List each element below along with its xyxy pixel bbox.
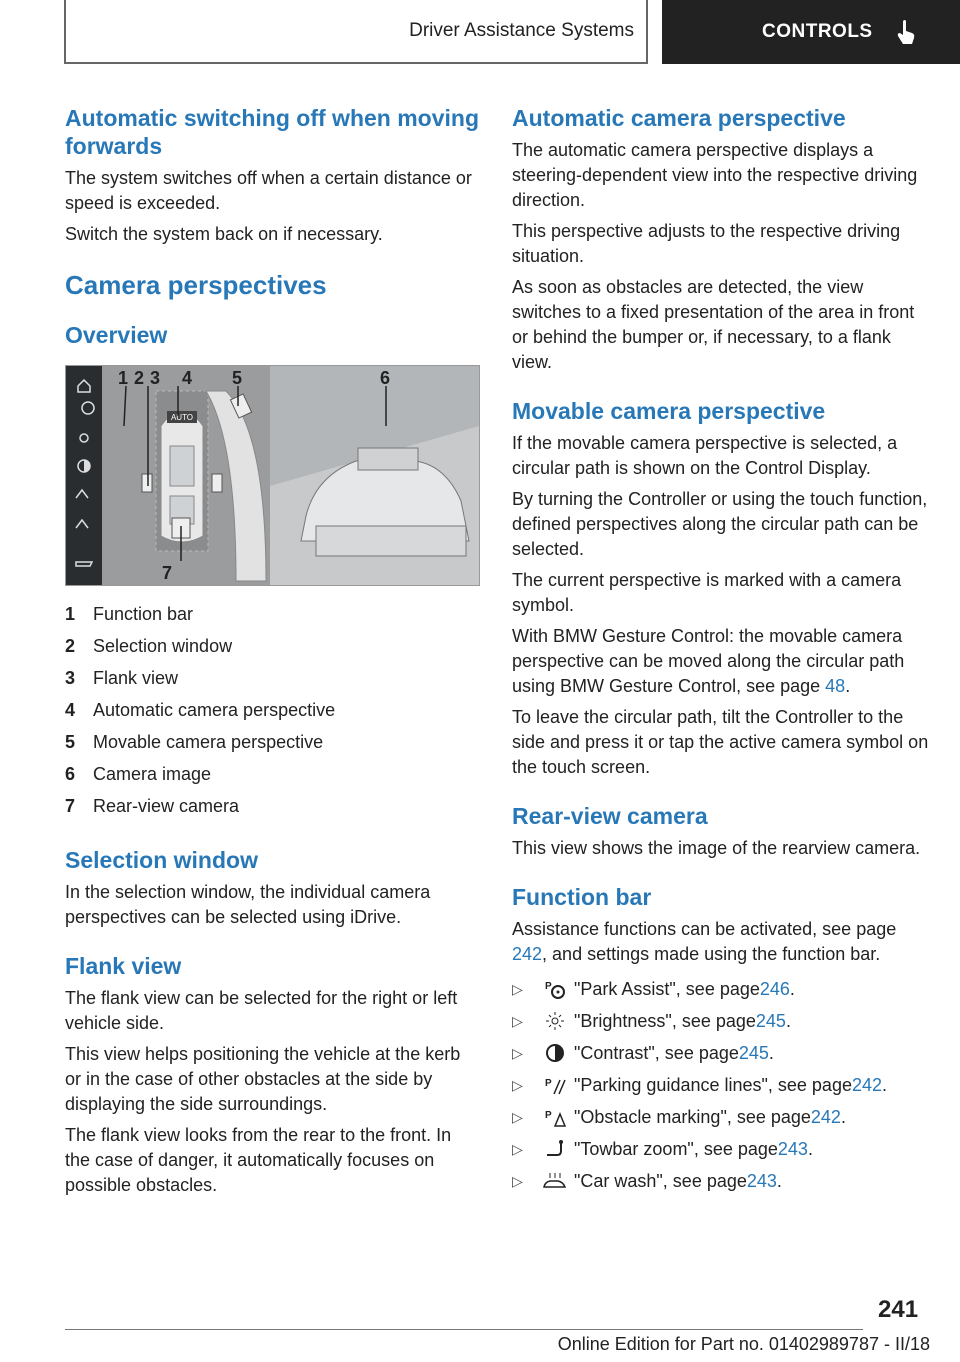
callout-2: 2 (134, 368, 145, 388)
paragraph: With BMW Gesture Control: the movable camera perspective can be moved along the circular path using BMW Gesture Control, see page 48. (512, 626, 905, 696)
legend-item: 5 Movable camera perspective (65, 732, 324, 752)
svg-text:P: P (545, 1078, 552, 1089)
camera-perspectives-figure (65, 365, 480, 586)
contrast-icon (540, 1043, 570, 1063)
svg-text:P: P (545, 981, 552, 992)
legend-item: 2 Selection window (65, 636, 233, 656)
callout-4: 4 (182, 368, 193, 388)
paragraph: This view shows the image of the rearview camera. (512, 838, 921, 858)
page-link[interactable]: 245 (738, 1043, 769, 1063)
right-column (512, 100, 932, 1197)
page-link[interactable]: 48 (825, 676, 846, 696)
list-item: ▷ "Contrast", see page 245 . (512, 1037, 932, 1069)
guidance-lines-icon (540, 1075, 570, 1095)
heading-selection-window: Selection window (65, 847, 258, 873)
paragraph: The current perspective is marked with a camera symbol. (512, 570, 902, 615)
legend-item: 4 Automatic camera perspective (65, 700, 336, 720)
list-item: ▷ P "Parking guidance lines", see page 242 . (512, 1069, 932, 1101)
footer-divider (65, 1329, 863, 1330)
heading-overview: Overview (65, 322, 168, 348)
svg-text:P: P (545, 1110, 552, 1121)
paragraph: The automatic camera perspective displays a steering-dependent view into the respective driving direction. (512, 140, 918, 210)
figure-legend (65, 598, 480, 822)
paragraph: Switch the system back on if necessary. (65, 224, 383, 244)
heading-movable-perspective: Movable camera perspective (512, 398, 826, 424)
park-assist-icon (540, 979, 570, 999)
header-section (64, 0, 648, 64)
page-link[interactable]: 243 (777, 1139, 808, 1159)
heading-flank-view: Flank view (65, 953, 182, 979)
heading-automatic-perspective: Automatic camera perspective (512, 105, 846, 131)
obstacle-marking-icon (540, 1107, 570, 1127)
page-number: 241 (878, 1296, 919, 1323)
heading-camera-perspectives: Camera perspectives (65, 270, 327, 300)
page-link[interactable]: 243 (746, 1171, 777, 1191)
legend-item: 7 Rear-view camera (65, 796, 240, 816)
camera-display-illustration (66, 366, 479, 585)
heading-function-bar: Function bar (512, 884, 652, 910)
header-chapter (662, 0, 960, 64)
paragraph: If the movable camera perspective is selected, a circular path is shown on the Control Display. (512, 433, 898, 478)
list-item: ▷ "Car wash", see page 243 . (512, 1165, 932, 1197)
paragraph: In the selection window, the individual camera perspectives can be selected using iDrive. (65, 882, 431, 927)
towbar-icon (540, 1139, 570, 1159)
callout-6: 6 (380, 368, 391, 388)
legend-item: 6 Camera image (65, 764, 212, 784)
list-item: ▷ "Brightness", see page 245 . (512, 1005, 932, 1037)
auto-label: AUTO (170, 413, 194, 422)
paragraph: This perspective adjusts to the respective driving situation. (512, 221, 901, 266)
page-link[interactable]: 242 (851, 1075, 883, 1095)
pointing-hand-icon (895, 19, 917, 45)
callout-1: 1 (118, 368, 129, 388)
callout-3: 3 (150, 368, 161, 388)
page-link[interactable]: 246 (759, 979, 790, 999)
paragraph: To leave the circular path, tilt the Controller to the side and press it or tap the active camera symbol on the touch screen. (512, 707, 929, 777)
function-bar-list (512, 973, 932, 1197)
paragraph: By turning the Controller or using the touch function, defined perspectives along the circular path can be selected. (512, 489, 928, 559)
paragraph: This view helps positioning the vehicle at the kerb or in the case of other obstacles at the side by displaying the side surroundings. (65, 1044, 461, 1114)
page-link[interactable]: 242 (810, 1107, 841, 1127)
left-column (65, 100, 480, 1198)
brightness-icon (540, 1011, 570, 1031)
legend-item: 1 Function bar (65, 604, 194, 624)
heading-auto-switch-off: Automatic switching off when moving forwards (65, 105, 479, 159)
paragraph: Assistance functions can be activated, see page 242, and settings made using the function bar. (512, 919, 897, 964)
paragraph: The flank view can be selected for the right or left vehicle side. (65, 988, 458, 1033)
list-item: ▷ "Towbar zoom", see page 243 . (512, 1133, 932, 1165)
legend-item: 3 Flank view (65, 668, 179, 688)
footer-edition: Online Edition for Part no. 01402989787 - II/18 (557, 1334, 930, 1354)
list-item: ▷ P "Obstacle marking", see page 242 . (512, 1101, 932, 1133)
paragraph: The flank view looks from the rear to the front. In the case of danger, it automatically focuses on possible obstacles. (65, 1125, 452, 1195)
header-chapter-title: CONTROLS (762, 21, 873, 42)
page-link[interactable]: 242 (512, 944, 543, 964)
callout-7: 7 (162, 563, 173, 583)
paragraph: As soon as obstacles are detected, the view switches to a fixed presentation of the area in front or behind the bumper or, if necessary, to a flank view. (512, 277, 915, 372)
page-link[interactable]: 245 (755, 1011, 786, 1031)
callout-5: 5 (232, 368, 243, 388)
heading-rear-view-camera: Rear-view camera (512, 803, 708, 829)
car-wash-icon (540, 1171, 570, 1191)
list-item: ▷ P "Park Assist", see page 246 . (512, 973, 932, 1005)
header-section-title: Driver Assistance Systems (409, 20, 634, 41)
paragraph: The system switches off when a certain distance or speed is exceeded. (65, 168, 472, 213)
